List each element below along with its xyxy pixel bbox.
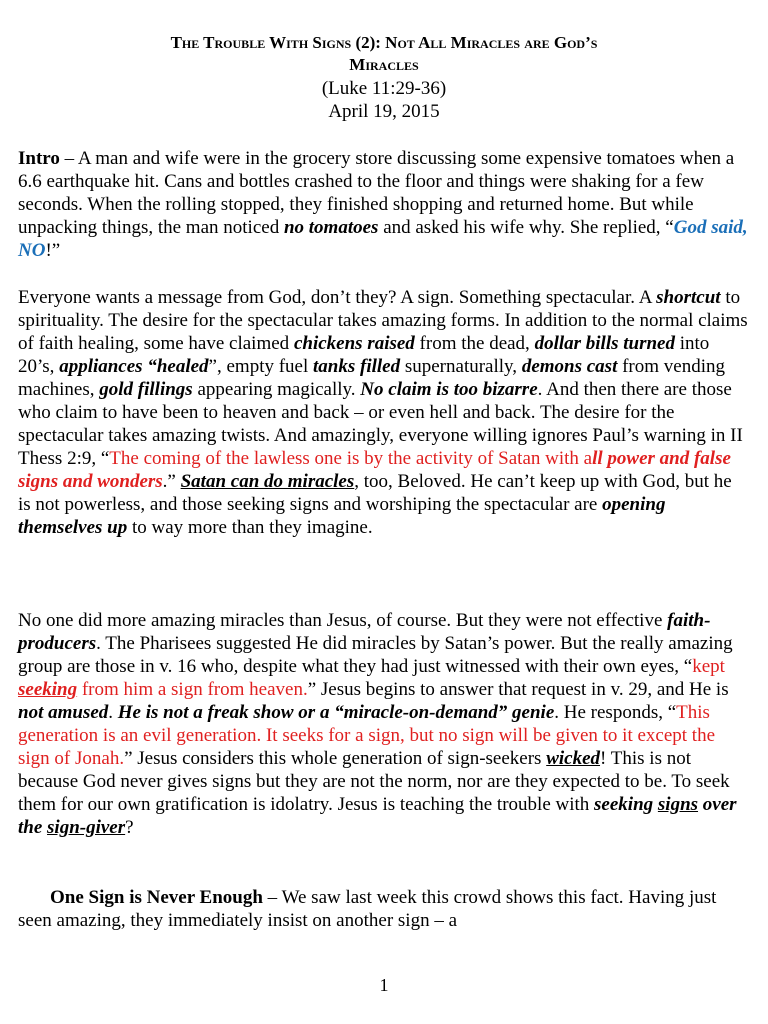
satan-miracles-emphasis: Satan can do miracles	[180, 471, 355, 492]
emphasis-no-tomatoes: no tomatoes	[283, 217, 379, 238]
one-sign-paragraph: One Sign is Never Enough – We saw last week this crowd shows this fact. Having just seen amazing, they immediately insist on another sign – a	[18, 887, 717, 931]
sermon-date: April 19, 2015	[328, 101, 440, 122]
thessalonians-quote: The coming of the lawless one is by the activity of Satan with a	[109, 448, 593, 469]
god-said-no-quote: God said, NO	[18, 217, 748, 261]
page-number: 1	[379, 975, 389, 995]
document-title	[0, 32, 768, 76]
section-heading-one-sign: One Sign is Never Enough	[50, 887, 263, 908]
intro-label: Intro	[18, 148, 60, 169]
title-line-1: The Trouble With Signs (2): Not All Miracles are God’s	[170, 33, 598, 52]
scripture-reference: (Luke 11:29-36)	[321, 78, 447, 99]
signs-paragraph: Everyone wants a message from God, don’t they? A sign. Something spectacular. A shortcut to spirituality. The desire for the spectacular takes amazing forms. In addition to the normal claims of faith healing, some have claimed chickens raised from the dead, dollar bills turned into 20’s, appliances “healed”, empty fuel tanks filled supernaturally, demons cast from vending machines, gold fillings appearing magically. No claim is too bizarre. And then there are those who claim to have been to heaven and back – or even hell and back. The desire for the spectacular takes amazing twists. And amazingly, everyone willing ignores Paul’s warning in II Thess 2:9, “The coming of the lawless one is by the activity of Satan with all power and false signs and wonders.” Satan can do miracles, too, Beloved. He can’t keep up with God, but he is not powerless, and those seeking signs and worshiping the spectacular are opening themselves up to way more than they imagine.	[18, 287, 748, 538]
jonah-quote: This generation is an evil generation. It seeks for a sign, but no sign will be given to it except the sign of Jonah.	[18, 702, 716, 769]
jesus-miracles-paragraph: No one did more amazing miracles than Jesus, of course. But they were not effective faith-producers. The Pharisees suggested He did miracles by Satan’s power. But the really amazing group are those in v. 16 who, despite what they had just witnessed with their own eyes, “kept seeking from him a sign from heaven.” Jesus begins to answer that request in v. 29, and He is not amused. He is not a freak show or a “miracle-on-demand” genie. He responds, “This generation is an evil generation. It seeks for a sign, but no sign will be given to it except the sign of Jonah.” Jesus considers this whole generation of sign-seekers wicked! This is not because God never gives signs but they are not the norm, nor are they expected to be. To seek them for our own gratification is idolatry. Jesus is teaching the trouble with seeking signs over the sign-giver?	[18, 610, 737, 838]
title-line-2: Miracles	[349, 55, 419, 74]
intro-paragraph: Intro – A man and wife were in the grocery store discussing some expensive tomatoes when a 6.6 earthquake hit. Cans and bottles crashed to the floor and things were shaking for a few seconds. When the rolling stopped, they finished shopping and returned home. But while unpacking things, the man noticed no tomatoes and asked his wife why. She replied, “God said, NO!”	[18, 148, 748, 261]
